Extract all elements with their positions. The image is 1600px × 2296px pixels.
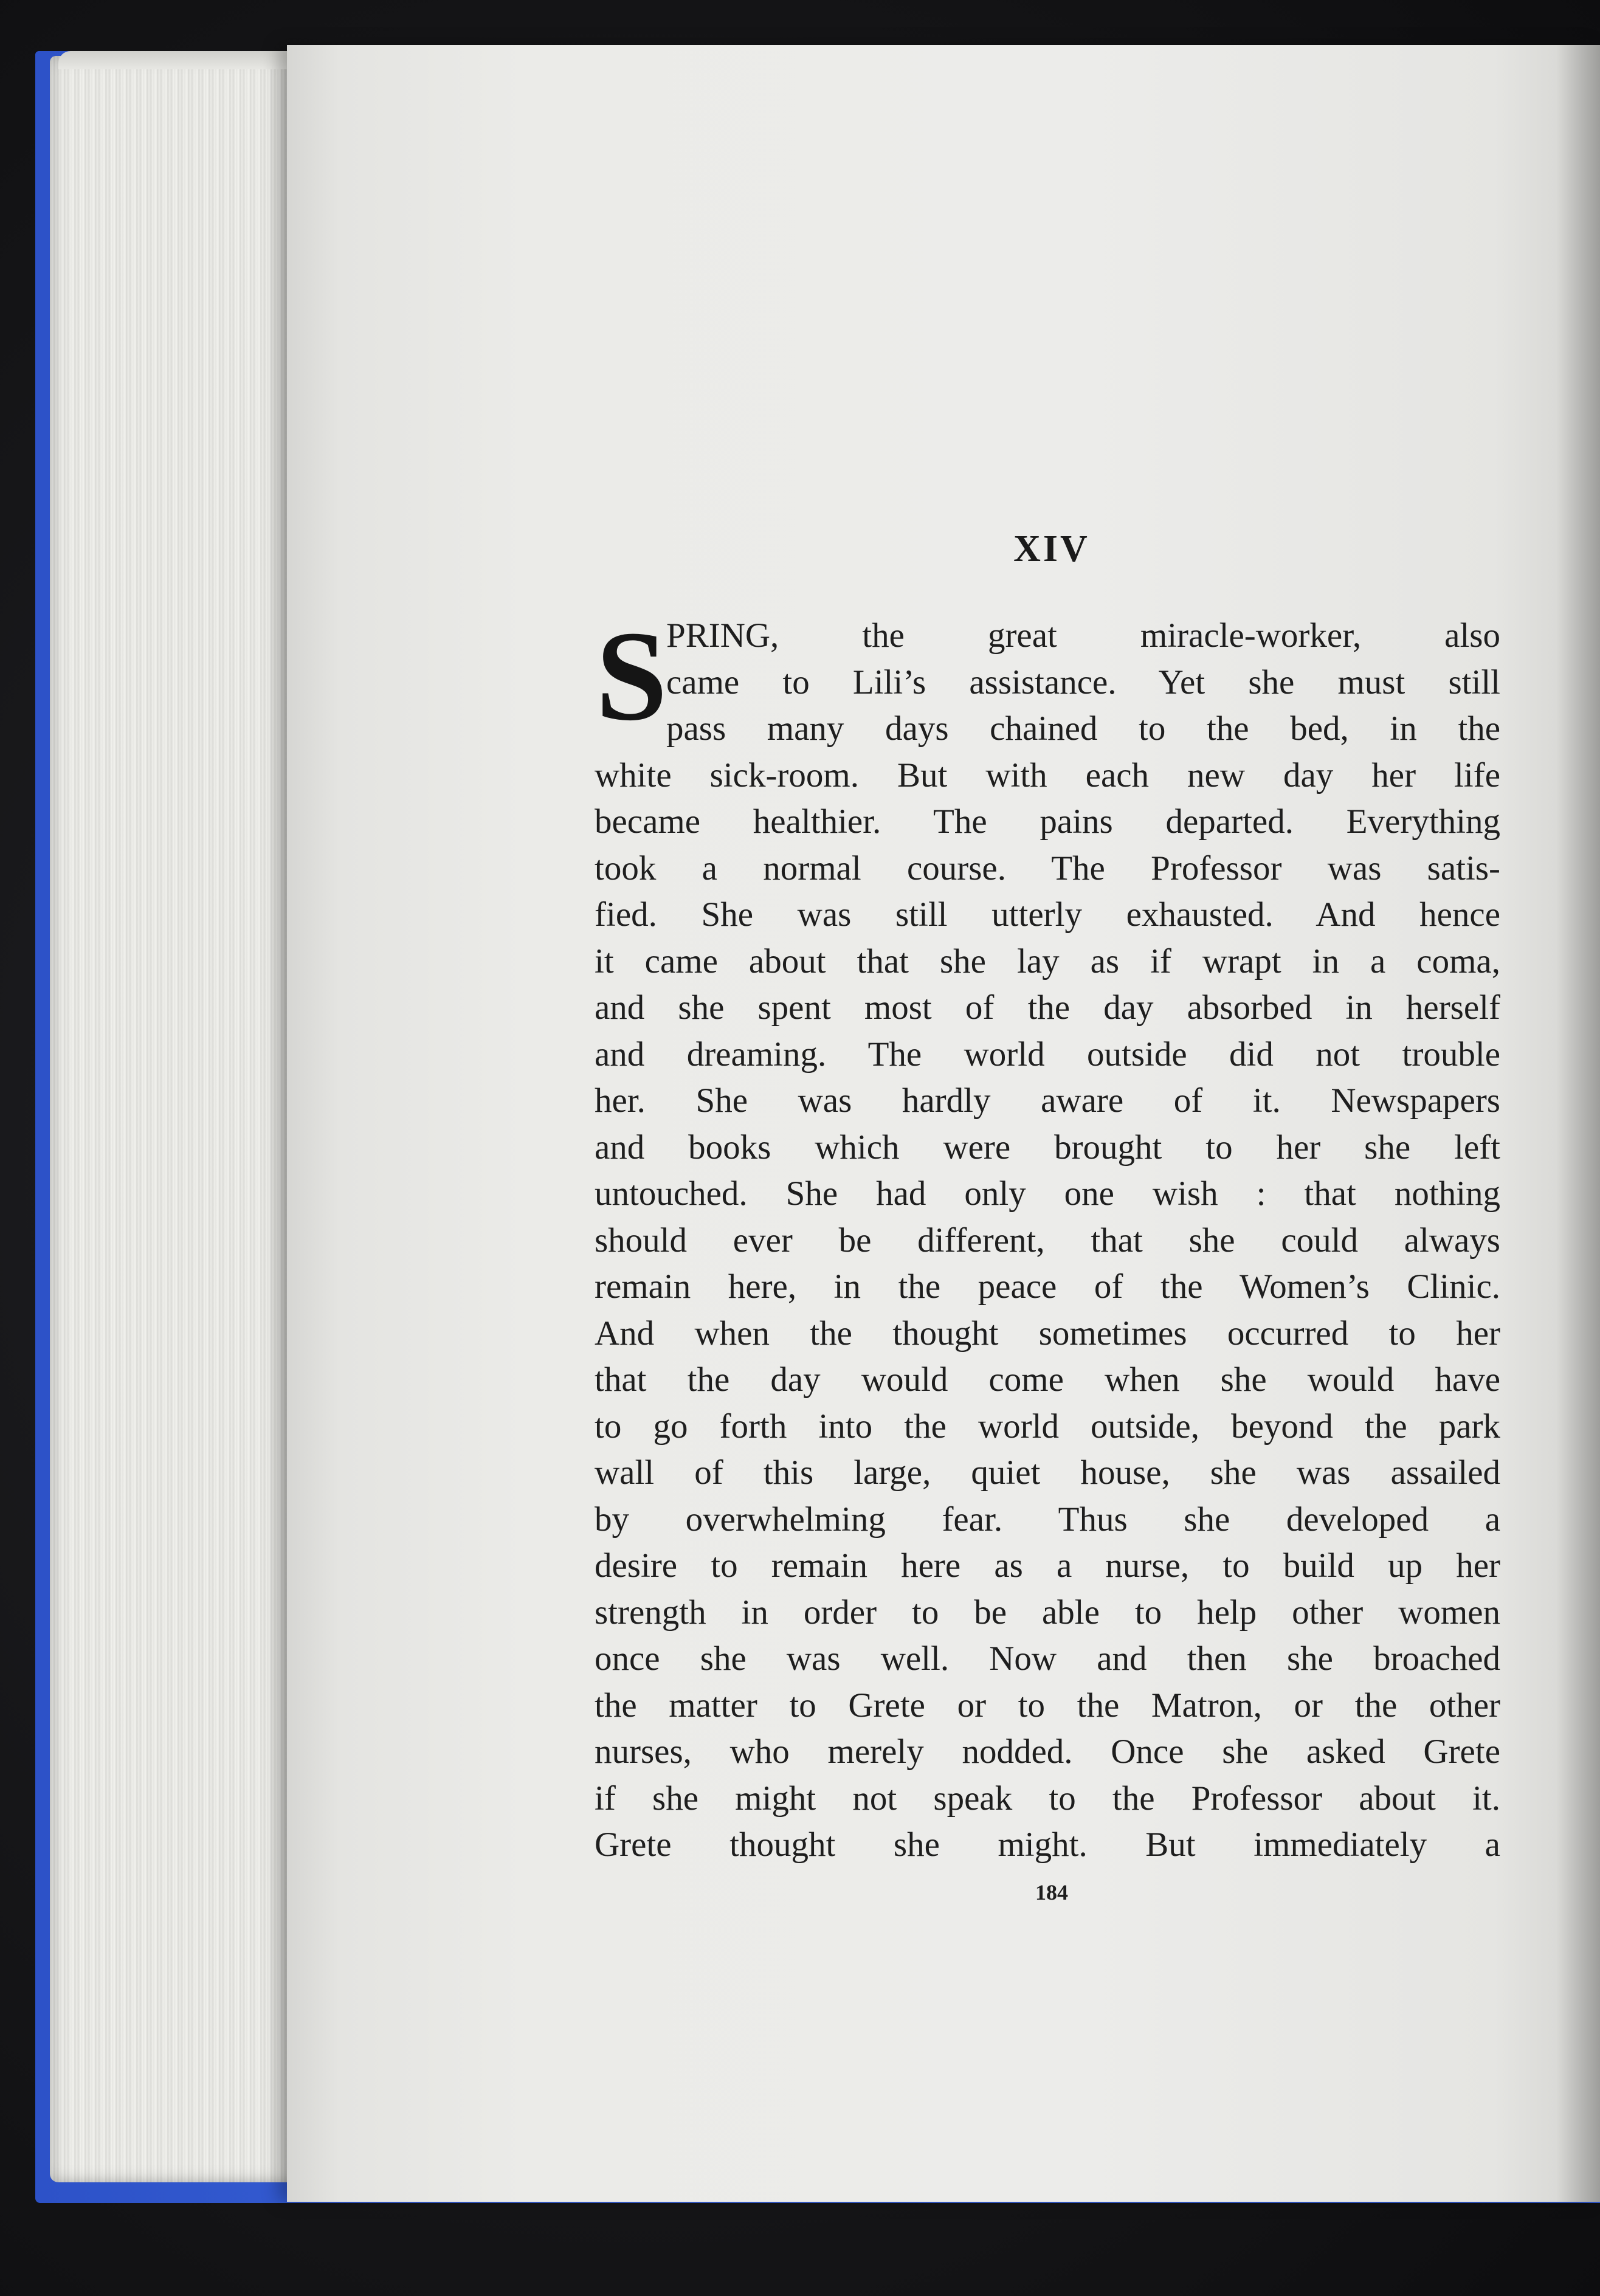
chapter-heading: XIV xyxy=(1013,528,1090,570)
text-line: wall of this large, quiet house, she was assailed xyxy=(595,1453,1500,1492)
text-line: PRING, the great miracle-worker, also xyxy=(666,616,1500,655)
page-stack-edge xyxy=(50,56,299,2182)
text-line: took a normal course. The Professor was satis- xyxy=(595,849,1500,888)
page-gutter-shadow xyxy=(1556,45,1600,2202)
text-line: it came about that she lay as if wrapt in a coma, xyxy=(595,942,1500,981)
text-line: if she might not speak to the Professor about it. xyxy=(595,1779,1500,1818)
text-line: became healthier. The pains departed. Everything xyxy=(595,802,1500,841)
drop-cap: S xyxy=(596,604,667,747)
text-line: should ever be different, that she could always xyxy=(595,1221,1500,1260)
text-line: untouched. She had only one wish : that nothing xyxy=(595,1174,1500,1213)
text-line: that the day would come when she would have xyxy=(595,1360,1500,1399)
text-line: and books which were brought to her she left xyxy=(595,1128,1500,1167)
text-line: to go forth into the world outside, beyond the park xyxy=(595,1407,1500,1446)
text-line: the matter to Grete or to the Matron, or the other xyxy=(595,1686,1500,1725)
text-line: And when the thought sometimes occurred to her xyxy=(595,1314,1500,1353)
text-line: fied. She was still utterly exhausted. And hence xyxy=(595,895,1500,934)
text-line: pass many days chained to the bed, in the xyxy=(666,709,1500,748)
text-line: white sick-room. But with each new day her life xyxy=(595,756,1500,795)
text-line: by overwhelming fear. Thus she developed a xyxy=(595,1500,1500,1539)
text-line: her. She was hardly aware of it. Newspapers xyxy=(595,1081,1500,1120)
text-line: and dreaming. The world outside did not trouble xyxy=(595,1035,1500,1074)
text-line: came to Lili’s assistance. Yet she must still xyxy=(666,663,1500,702)
text-line: Grete thought she might. But immediately a xyxy=(595,1825,1500,1864)
text-line: once she was well. Now and then she broached xyxy=(595,1639,1500,1678)
body-text xyxy=(595,604,1500,1869)
page-number: 184 xyxy=(1035,1880,1068,1905)
text-line: remain here, in the peace of the Women’s Clinic. xyxy=(595,1267,1500,1306)
text-line: desire to remain here as a nurse, to build up her xyxy=(595,1546,1500,1585)
text-line: nurses, who merely nodded. Once she asked Grete xyxy=(595,1732,1500,1771)
page-stack-top xyxy=(58,51,302,69)
text-line: strength in order to be able to help other women xyxy=(595,1593,1500,1632)
text-line: and she spent most of the day absorbed in herself xyxy=(595,988,1500,1027)
